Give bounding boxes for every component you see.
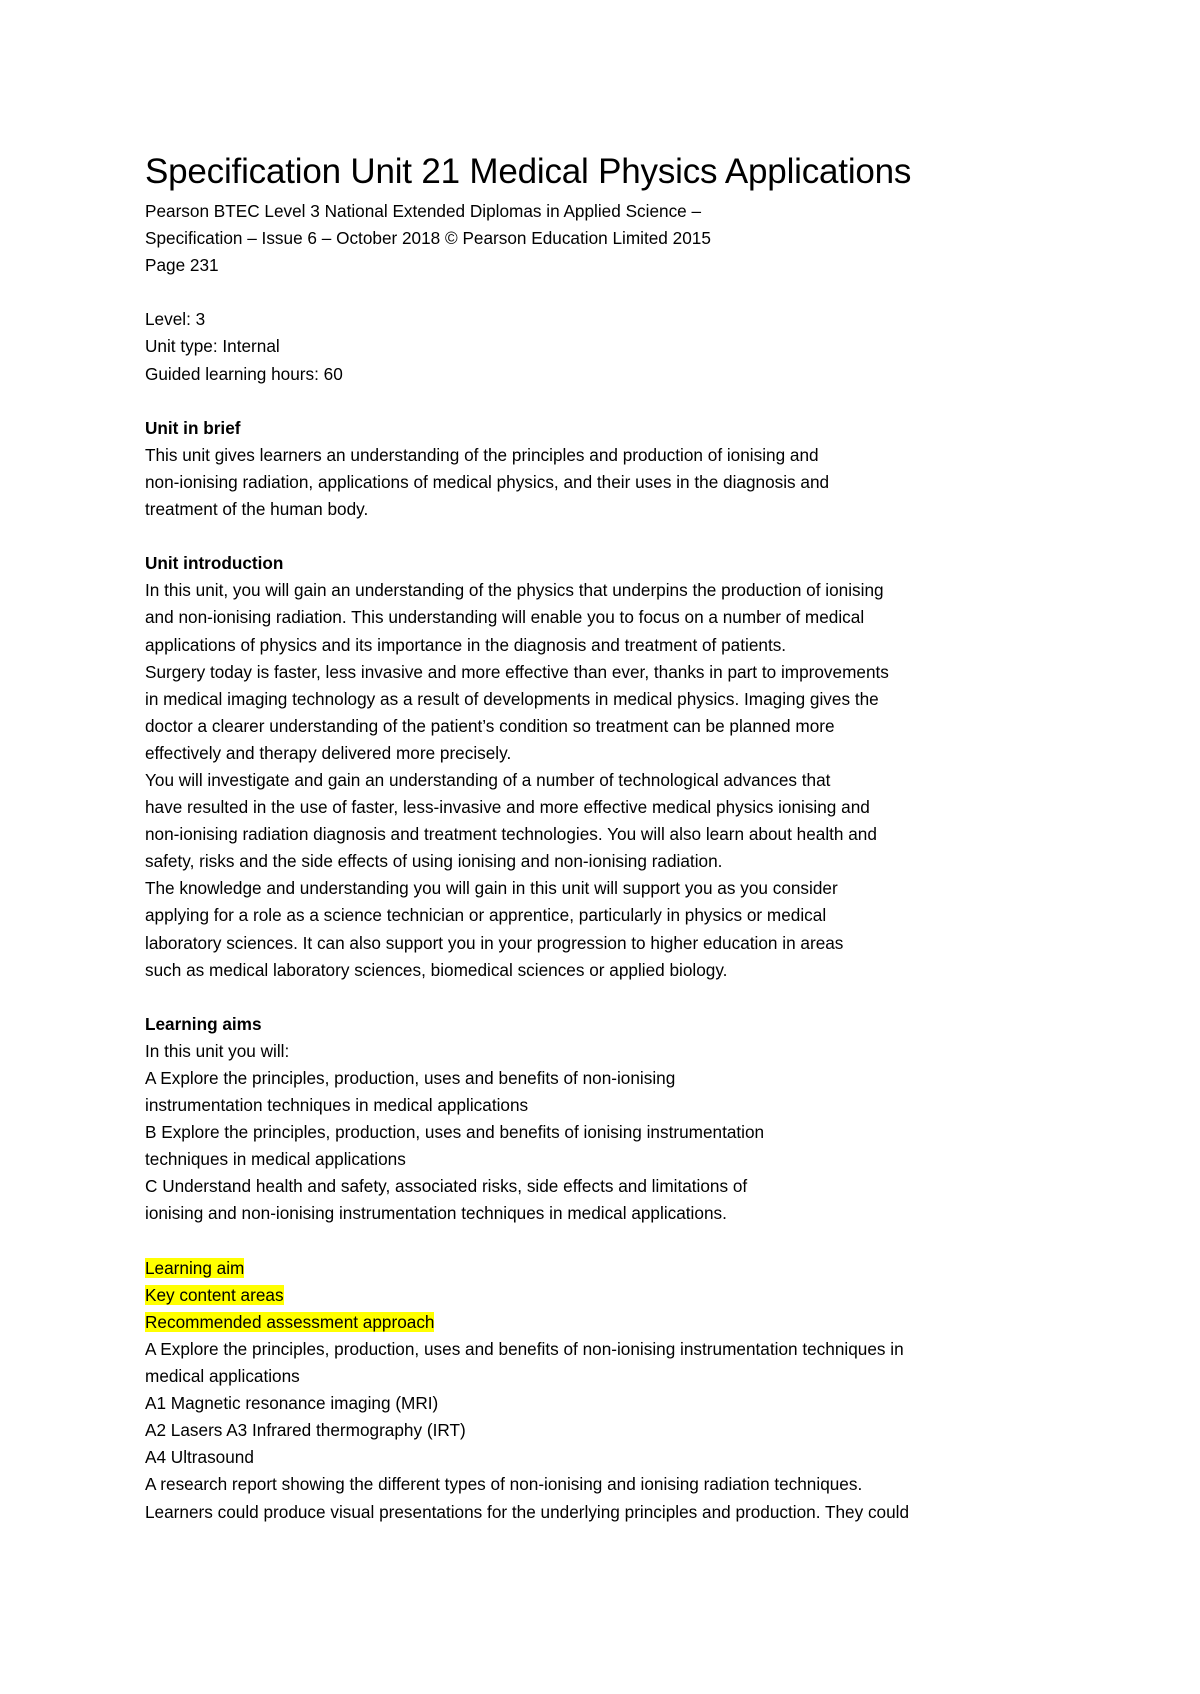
body-line: effectively and therapy delivered more precisely.	[145, 742, 512, 763]
unit-type: Unit type: Internal	[145, 336, 280, 357]
body-line: treatment of the human body.	[145, 499, 369, 520]
header-line: Pearson BTEC Level 3 National Extended Diplomas in Applied Science –	[145, 201, 702, 221]
learning-aims-section	[145, 1011, 1105, 1228]
header-line: Specification – Issue 6 – October 2018 © Pearson Education Limited 2015	[145, 228, 711, 249]
body-line: ionising and non-ionising instrumentation techniques in medical applications.	[145, 1203, 727, 1224]
document-title: Specification Unit 21 Medical Physics Applications	[145, 152, 912, 191]
body-line: laboratory sciences. It can also support you in your progression to higher education in areas	[145, 932, 844, 953]
header-block	[145, 198, 1105, 279]
body-line: in medical imaging technology as a result of developments in medical physics. Imaging gives the	[145, 688, 879, 709]
body-line: have resulted in the use of faster, less-invasive and more effective medical physics ionising and	[145, 797, 870, 818]
highlighted-header: Key content areas	[145, 1284, 284, 1305]
body-line: safety, risks and the side effects of using ionising and non-ionising radiation.	[145, 851, 723, 872]
body-line: In this unit, you will gain an understanding of the physics that underpins the production of ionising	[145, 580, 884, 601]
body-line: and non-ionising radiation. This understanding will enable you to focus on a number of medical	[145, 607, 865, 628]
body-line: A Explore the principles, production, uses and benefits of non-ionising instrumentation techniques in	[145, 1338, 904, 1359]
body-line: techniques in medical applications	[145, 1149, 406, 1170]
body-line: doctor a clearer understanding of the patient’s condition so treatment can be planned more	[145, 715, 835, 736]
body-line: A research report showing the different types of non-ionising and ionising radiation techniques.	[145, 1474, 863, 1495]
body-line: The knowledge and understanding you will gain in this unit will support you as you consider	[145, 878, 838, 899]
body-line: In this unit you will:	[145, 1040, 290, 1061]
body-line: C Understand health and safety, associated risks, side effects and limitations of	[145, 1176, 748, 1197]
highlighted-header: Recommended assessment approach	[145, 1311, 435, 1332]
section-heading: Unit in brief	[145, 417, 241, 438]
section-heading: Unit introduction	[145, 553, 284, 574]
body-line: such as medical laboratory sciences, biomedical sciences or applied biology.	[145, 959, 728, 980]
unit-introduction-section	[145, 550, 1105, 984]
body-line: A1 Magnetic resonance imaging (MRI)	[145, 1393, 439, 1414]
learning-aim-table-section	[145, 1255, 1105, 1526]
body-line: Learners could produce visual presentations for the underlying principles and production. They could	[145, 1501, 910, 1522]
document-content	[145, 150, 1105, 1526]
body-line: A4 Ultrasound	[145, 1447, 254, 1468]
unit-in-brief-section	[145, 415, 1105, 523]
body-line: You will investigate and gain an understanding of a number of technological advances that	[145, 769, 831, 790]
body-line: non-ionising radiation, applications of medical physics, and their uses in the diagnosis and	[145, 471, 830, 492]
body-line: applying for a role as a science technician or apprentice, particularly in physics or medical	[145, 905, 827, 926]
body-line: B Explore the principles, production, uses and benefits of ionising instrumentation	[145, 1122, 765, 1143]
body-line: medical applications	[145, 1366, 300, 1387]
unit-meta	[145, 306, 1105, 387]
page-number: Page 231	[145, 255, 219, 276]
body-line: A Explore the principles, production, uses and benefits of non-ionising	[145, 1068, 676, 1088]
highlighted-header: Learning aim	[145, 1257, 245, 1278]
body-line: A2 Lasers A3 Infrared thermography (IRT)	[145, 1420, 466, 1441]
body-line: instrumentation techniques in medical applications	[145, 1095, 529, 1116]
body-line: This unit gives learners an understanding of the principles and production of ionising and	[145, 444, 819, 465]
guided-learning-hours: Guided learning hours: 60	[145, 363, 343, 384]
body-line: Surgery today is faster, less invasive and more effective than ever, thanks in part to improvements	[145, 661, 889, 682]
body-line: non-ionising radiation diagnosis and treatment technologies. You will also learn about health and	[145, 824, 877, 845]
unit-level: Level: 3	[145, 309, 206, 330]
section-heading: Learning aims	[145, 1013, 262, 1034]
body-line: applications of physics and its importance in the diagnosis and treatment of patients.	[145, 634, 787, 655]
